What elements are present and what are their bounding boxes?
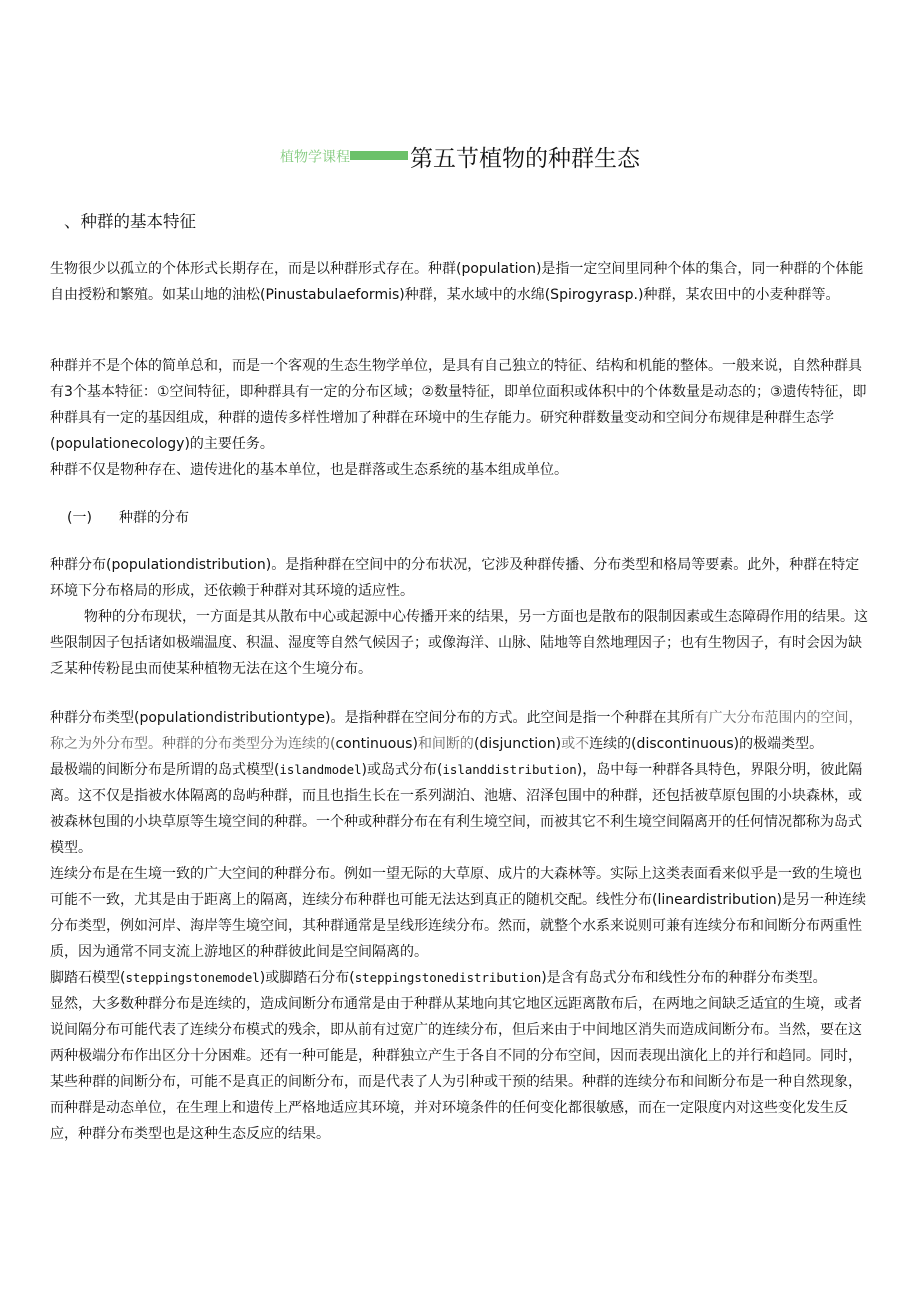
section2-body-2	[50, 705, 870, 1147]
paragraph: 种群分布(populationdistribution)。是指种群在空间中的分布状况，它涉及种群传播、分布类型和格局等要素。此外，种群在特定环境下分布格局的形成，还依赖于种群对其环境的适应性。	[50, 557, 860, 599]
paragraph: 种群不仅是物种存在、遗传进化的基本单位，也是群落或生态系统的基本组成单位。	[50, 462, 568, 478]
paragraph: 连续分布是在生境一致的广大空间的种群分布。例如一望无际的大草原、成片的大森林等。实际上这类表面看来似乎是一致的生境也可能不一致，尤其是由于距离上的隔离，连续分布种群也可能无法达到真正的随机交配。线性分布(lineardistribution)是另一种连续分布类型，例如河岸、海岸等生境空间，其种群通常是呈线形连续分布。然而，就整个水系来说则可兼有连续分布和间断分布两重性质，因为通常不同支流上游地区的种群彼此间是空间隔离的。	[50, 866, 867, 960]
section1-body	[50, 256, 870, 308]
text-run: 种群分布类型(populationdistributiontype)。是指种群在空间分布的方式。此空间是指一个种群在其所	[50, 710, 695, 726]
text-run: 连续的(discontinuous)的极端类型。	[589, 736, 824, 752]
paragraph	[50, 705, 870, 757]
subsection-title: 种群的分布	[119, 510, 189, 526]
watermark-text: 植物学课程	[280, 149, 350, 166]
text-run: islanddistribution	[442, 762, 577, 777]
watermark-bar	[350, 151, 408, 160]
text-run: 最极端的间断分布是所谓的岛式模型(	[50, 762, 280, 778]
text-run: steppingstonemodel	[125, 970, 260, 985]
subsection-number: (一)	[67, 510, 92, 526]
text-run: 有广大分布范围内的空间，称之为外分布型。种群的分布类型分为连续的(	[50, 710, 863, 752]
text-run: 或不	[561, 736, 590, 752]
text-run: )或岛式分布(	[361, 762, 443, 778]
paragraph: 物种的分布现状，一方面是其从散布中心或起源中心传播开来的结果，另一方面也是散布的限制因素或生态障碍作用的结果。这些限制因子包括诸如极端温度、积温、湿度等自然气候因子；或像海洋、山脉、陆地等自然地理因子；也有生物因子，有时会因为缺乏某种传粉昆虫而使某种植物无法在这个生境分布。	[50, 609, 868, 677]
paragraph	[50, 757, 870, 861]
paragraph: 显然，大多数种群分布是连续的，造成间断分布通常是由于种群从某地向其它地区远距离散布后，在两地之间缺乏适宜的生境，或者说间隔分布可能代表了连续分布模式的残余，即从前有过宽广的连续分布，但后来由于中间地区消失而造成间断分布。当然，要在这两种极端分布作出区分十分困难。还有一种可能是，种群独立产生于各自不同的分布空间，因而表现出演化上的并行和趋同。同时，某些种群的间断分布，可能不是真正的间断分布，而是代表了人为引种或干预的结果。种群的连续分布和间断分布是一种自然现象，而种群是动态单位，在生理上和遗传上严格地适应其环境，并对环境条件的任何变化都很敏感，而在一定限度内对这些变化发生反应，种群分布类型也是这种生态反应的结果。	[50, 996, 862, 1142]
text-run: )，岛中每一种群各具特色，界限分明，彼此隔离。这不仅是指被水体隔离的岛屿种群，而且也指生长在一系列湖泊、池塘、沼泽包围中的种群，还包括被草原包围的小块森林，或被森林包围的小块草原等生境空间的种群。一个种或种群分布在有利生境空间，而被其它不利生境空间隔离开的任何情况都称为岛式模型。	[50, 762, 863, 856]
section1-body-2	[50, 353, 870, 483]
title-text: 第五节植物的种群生态	[410, 146, 640, 172]
text-run: 和间断的	[417, 736, 474, 752]
section2-body	[50, 552, 870, 682]
text-run: 脚踏石模型(	[50, 970, 126, 986]
text-run: )或脚踏石分布(	[259, 970, 355, 986]
section-heading: 、种群的基本特征	[64, 212, 196, 231]
subsection-heading	[67, 507, 189, 527]
text-run: continuous)	[335, 736, 418, 752]
page-title	[0, 140, 920, 173]
paragraph: 种群并不是个体的简单总和，而是一个客观的生态生物学单位，是具有自己独立的特征、结构和机能的整体。一般来说，自然种群具有3个基本特征：①空间特征，即种群具有一定的分布区域；②数量特征，即单位面积或体积中的个体数量是动态的；③遗传特征，即种群具有一定的基因组成，种群的遗传多样性增加了种群在环境中的生存能力。研究种群数量变动和空间分布规律是种群生态学(populationecology)的主要任务。	[50, 358, 867, 452]
paragraph	[50, 965, 870, 991]
text-run: steppingstonedistribution	[354, 970, 542, 985]
text-run: islandmodel	[279, 762, 362, 777]
text-run: (disjunction)	[473, 736, 562, 752]
paragraph: 生物很少以孤立的个体形式长期存在，而是以种群形式存在。种群(population)是指一定空间里同种个体的集合，同一种群的个体能自由授粉和繁殖。如某山地的油松(Pinustabulaeformis)种群，某水域中的水绵(Spirogyrasp.)种群，某农田中的小麦种群等。	[50, 261, 864, 303]
text-run: )是含有岛式分布和线性分布的种群分布类型。	[541, 970, 827, 986]
